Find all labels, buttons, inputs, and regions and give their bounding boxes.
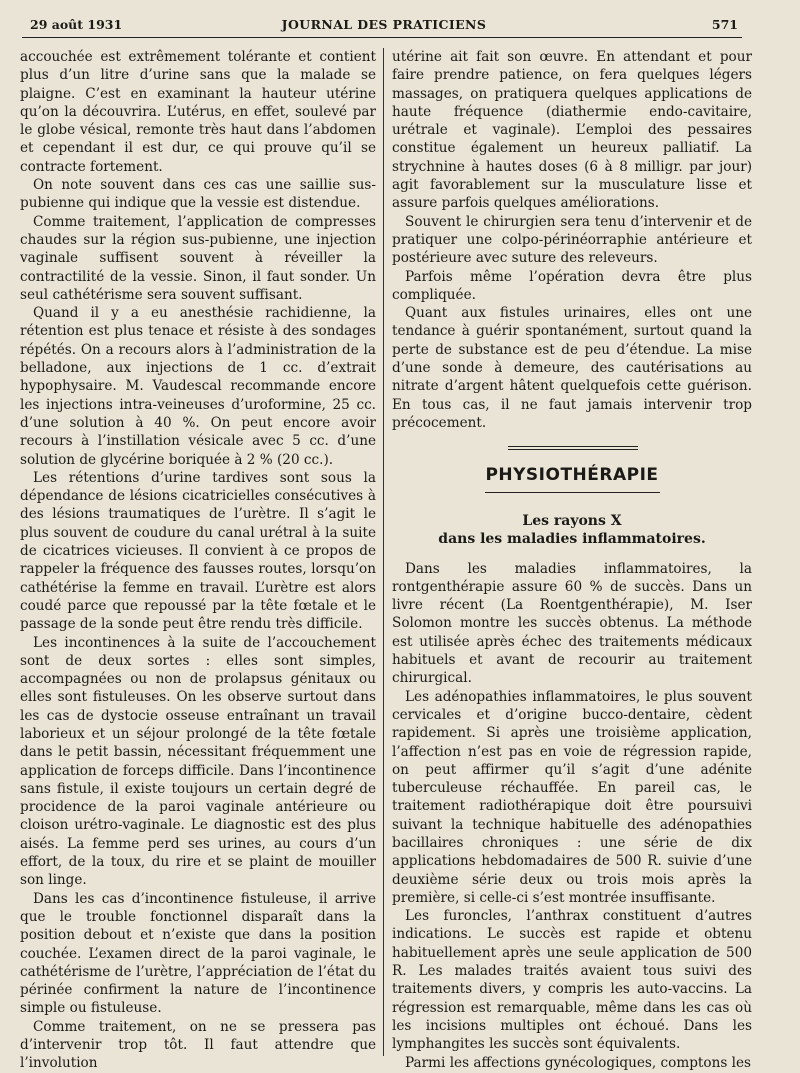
- page-number: 571: [711, 17, 738, 32]
- paragraph: On note souvent dans ces cas une saillie sus-pubienne qui indique que la vessie est distendue.: [20, 177, 376, 212]
- section-separator: [508, 446, 638, 450]
- paragraph: Les furoncles, l’anthrax constituent d’autres indications. Le succès est rapide et obtenu habituellement après une seule application de 500 R. Les malades traités avaient tous suivi des traitements divers, y compris les auto-vaccins. La régression est remarquable, même dans les cas où les incisions multiples ont échoué. Dans les lymphangites les succès sont équivalents.: [392, 908, 752, 1053]
- paragraph: Dans les cas d’incontinence fistuleuse, il arrive que le trouble fonctionnel disparaît dans la position debout et n’existe que dans la position couchée. L’examen direct de la paroi vaginale, le cathétérisme de l’urètre, l’appréciation de l’état du périnée confirment la nature de l’incontinence simple ou fistuleuse.: [20, 890, 376, 1017]
- header-date: 29 août 1931: [30, 17, 123, 32]
- article-title-line1: Les rayons X: [522, 512, 622, 529]
- paragraph: Les incontinences à la suite de l’accouchement sont de deux sortes : elles sont simples, accompagnées ou non de prolapsus génitaux ou elles sont fistuleuses. On les observe surtout dans les cas de dystocie osseuse entraînant un travail laborieux et un séjour prolongé de la tête fœtale dans le petit bassin, nécessitant fréquemment une application de forceps difficile. Dans l’incontinence sans fistule, il existe toujours un certain degré de procidence de la paroi vaginale antérieure ou cloison urétro-vaginale. Le diagnostic est des plus aisés. La femme perd ses urines, au cours d’un effort, de la toux, du rire et se plaint de mouiller son linge.: [20, 634, 376, 889]
- page-header: [30, 17, 738, 39]
- article-title: [392, 512, 752, 548]
- paragraph: Comme traitement, on ne se pressera pas d’intervenir trop tôt. Il faut attendre que l’involution: [20, 1018, 376, 1072]
- section-title: PHYSIOTHÉRAPIE: [485, 465, 659, 486]
- paragraph: Souvent le chirurgien sera tenu d’intervenir et de pratiquer une colpo-périnéorraphie antérieure et postérieure avec suture des releveurs.: [392, 213, 752, 267]
- paragraph: Quant aux fistules urinaires, elles ont une tendance à guérir spontanément, surtout quand la perte de substance est de peu d’étendue. La mise d’une sonde à demeure, des cautérisations au nitrate d’argent hâtent quelquefois cette guérison. En tous cas, il ne faut jamais intervenir trop précocement.: [392, 305, 752, 431]
- article-title-line2: dans les maladies inflammatoires.: [438, 530, 706, 547]
- paragraph: Parmi les affections gynécologiques, comptons les: [405, 1054, 751, 1071]
- paragraph: utérine ait fait son œuvre. En attendant et pour faire prendre patience, on fera quelques légers massages, on pratiquera quelques applications de haute fréquence (diathermie endo-cavitaire, urétrale et vaginale). L’emploi des pessaires constitue également un heureux palliatif. La strychnine à hautes doses (6 à 8 milligr. par jour) agit favorablement sur la musculature lisse et assure parfois quelques améliorations.: [392, 49, 752, 212]
- paragraph: Les adénopathies inflammatoires, le plus souvent cervicales et d’origine bucco-dentaire, cèdent rapidement. Si après une troisième application, l’affection n’est pas en voie de régression rapide, on peut affirmer qu’il s’agit d’une adénite tuberculeuse réchauffée. En pareil cas, le traitement radiothérapique doit être poursuivi suivant la technique habituelle des adénopathies bacillaires chroniques : une série de dix applications hebdomadaires de 500 R. suivie d’une deuxième série deux ou trois mois après la première, si celle-ci s’est montrée insuffisante.: [392, 688, 752, 906]
- journal-title: JOURNAL DES PRATICIENS: [281, 17, 487, 32]
- right-column: [392, 48, 752, 1072]
- left-column: [20, 48, 376, 1073]
- column-divider: [383, 48, 384, 1056]
- header-rule: [22, 37, 742, 38]
- section-title-rule: [485, 492, 660, 493]
- paragraph: Dans les maladies inflammatoires, la rontgenthérapie assure 60 % de succès. Dans un livre récent (La Roentgenthérapie), M. Iser Solomon montre les succès obtenus. La méthode est utilisée après échec des traitements médicaux habituels et avant de recourir au traitement chirurgical.: [392, 560, 752, 687]
- paragraph: accouchée est extrêmement tolérante et contient plus d’un litre d’urine sans que la malade se plaigne. C’est en examinant la hauteur utérine qu’on la découvrira. L’utérus, en effet, soulevé par le globe vésical, remonte très haut dans l’abdomen et cependant il est dur, ce qui prouve qu’il se contracte fortement.: [20, 49, 376, 175]
- paragraph: Les rétentions d’urine tardives sont sous la dépendance de lésions cicatricielles consécutives à des lésions traumatiques de l’urètre. Il s’agit le plus souvent de coudure du canal urétral à la suite de cicatrices vicieuses. Il convient à ce propos de rappeler la fréquence des fausses routes, lorsqu’on cathétérise la femme en travail. L’urètre est alors coudé parce que repoussé par la tête fœtale et le passage de la sonde peut être rendu très difficile.: [20, 469, 376, 633]
- paragraph: Parfois même l’opération devra être plus compliquée.: [392, 268, 752, 303]
- paragraph: Quand il y a eu anesthésie rachidienne, la rétention est plus tenace et résiste à des sondages répétés. On a recours alors à l’administration de la belladone, aux injections de 1 cc. d’extrait hypophysaire. M. Vaudescal recommande encore les injections intra-veineuses d’uroformine, 25 cc. d’une solution à 40 %. On peut encore avoir recours à l’instillation vésicale avec 5 cc. d’une solution de glycérine boriquée à 2 % (20 cc.).: [20, 305, 376, 468]
- paragraph: Comme traitement, l’application de compresses chaudes sur la région sus-pubienne, une injection vaginale suffisent souvent à réveiller la contractilité de la vessie. Sinon, il faut sonder. Un seul cathétérisme sera souvent suffisant.: [20, 213, 376, 303]
